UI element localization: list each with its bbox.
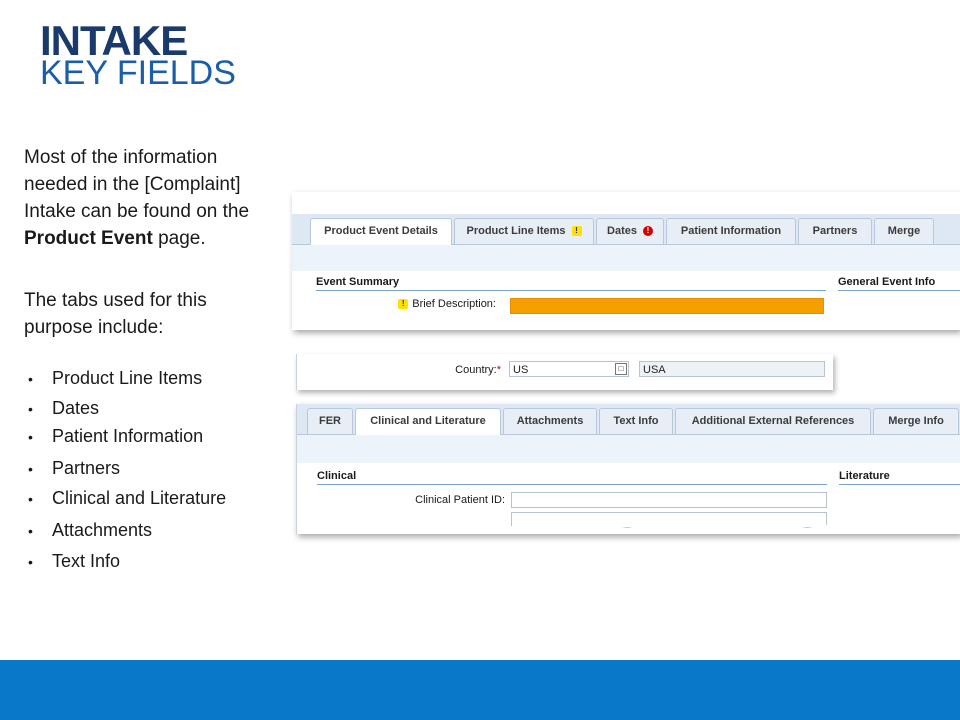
tab-merge-info[interactable] [873, 408, 959, 434]
bullet-label: Dates [52, 398, 100, 418]
tab-label: Product Event Details [324, 225, 438, 237]
bullet-dot-icon: • [28, 401, 33, 417]
lookup-icon[interactable]: □ [615, 363, 627, 375]
bullet-item [28, 551, 120, 572]
tab-label: Partners [812, 225, 858, 237]
warning-icon: ! [398, 299, 408, 309]
subheader-band [292, 245, 960, 271]
bullet-item [28, 398, 99, 419]
bullet-label: Text Info [52, 551, 121, 571]
intro-bold-text: Product Event [24, 228, 153, 249]
torn-edge-bottom [297, 518, 960, 534]
torn-edge-top [292, 192, 960, 206]
bullet-label: Attachments [52, 520, 153, 540]
bullet-dot-icon: • [28, 523, 33, 539]
tab-dates[interactable] [596, 218, 664, 244]
tabs-intro-paragraph: The tabs used for this purpose include: [24, 290, 207, 338]
screenshot-clinical-literature [296, 404, 960, 534]
tab-label: Merge [887, 225, 921, 237]
bullet-dot-icon: • [28, 491, 33, 507]
bullet-dot-icon: • [28, 371, 33, 387]
required-marker: * [496, 364, 501, 376]
section-event-summary: Event Summary [316, 276, 826, 291]
tab-label: FER [319, 415, 341, 427]
tab-fer[interactable] [307, 408, 353, 434]
tab-merge[interactable] [874, 218, 934, 244]
brief-description-label [392, 298, 496, 310]
torn-edge-bottom [292, 314, 960, 330]
tab-attachments[interactable] [503, 408, 597, 434]
subheader-band [297, 435, 960, 463]
bullet-item [28, 368, 202, 389]
tab-patient-information[interactable] [666, 218, 796, 244]
bullet-label: Clinical and Literature [52, 488, 227, 508]
tab-bar [297, 404, 960, 435]
bullet-item [28, 458, 120, 479]
screenshot-country-row [296, 354, 833, 390]
section-clinical: Clinical [317, 470, 827, 485]
bullet-item [28, 426, 203, 447]
bullet-item [28, 520, 152, 541]
tab-partners[interactable] [798, 218, 872, 244]
tab-bar [292, 214, 960, 245]
bullet-item [28, 488, 226, 509]
country-code-field[interactable] [509, 361, 629, 377]
brief-description-text: Brief Description: [412, 298, 496, 310]
country-code-value: US [513, 364, 529, 376]
tab-clinical-and-literature[interactable] [355, 408, 501, 435]
brief-description-field[interactable] [510, 298, 824, 314]
bullet-label: Product Line Items [52, 368, 203, 388]
tab-label: Dates [607, 225, 637, 237]
clinical-patient-id-label: Clinical Patient ID: [415, 494, 505, 506]
country-label [417, 364, 501, 376]
intro-text-end: page. [152, 228, 206, 249]
error-icon: ! [643, 226, 653, 236]
screenshot-product-event [292, 192, 960, 330]
tab-label: Additional External References [691, 415, 855, 427]
country-name-value: USA [643, 364, 666, 376]
tab-label: Clinical and Literature [370, 415, 486, 427]
clinical-patient-id-field[interactable] [511, 492, 827, 508]
slide-subtitle: KEY FIELDS [40, 54, 236, 92]
footer-bar [0, 660, 960, 720]
intro-paragraph [24, 144, 269, 252]
tab-text-info[interactable] [599, 408, 673, 434]
bullet-dot-icon: • [28, 461, 33, 477]
bullet-dot-icon: • [28, 429, 33, 445]
tab-label: Merge Info [888, 415, 944, 427]
tab-label: Attachments [516, 415, 584, 427]
bullet-dot-icon: • [28, 554, 33, 570]
tab-product-line-items[interactable] [454, 218, 594, 244]
tab-product-event-details[interactable] [310, 218, 452, 245]
country-name-field [639, 361, 825, 377]
bullet-label: Partners [52, 458, 121, 478]
tab-label: Text Info [613, 415, 659, 427]
country-label-text: Country: [455, 364, 497, 376]
tab-label: Product Line Items [466, 225, 566, 237]
bullet-label: Patient Information [52, 426, 204, 446]
intro-text: Most of the information needed in the [Complaint] Intake can be found on the [24, 147, 250, 222]
slide-title: INTAKE [40, 17, 188, 64]
tab-additional-external-references[interactable] [675, 408, 871, 434]
section-general-event-info: General Event Info [838, 276, 960, 291]
warning-icon: ! [572, 226, 582, 236]
section-literature: Literature [839, 470, 960, 485]
tab-label: Patient Information [680, 225, 782, 237]
